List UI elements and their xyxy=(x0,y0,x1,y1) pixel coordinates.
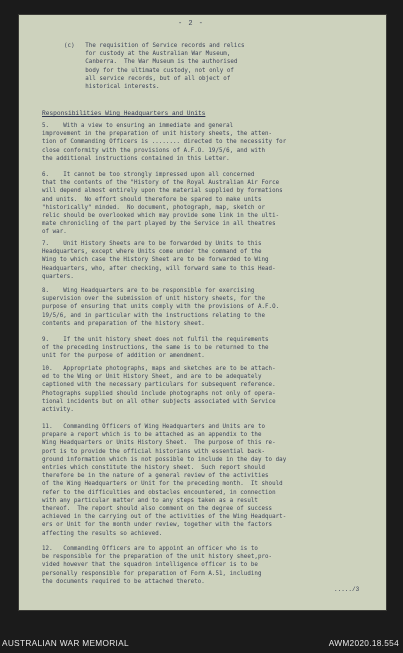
paragraph-9: 9. If the unit history sheet does not fulfil the requirements of the preceding instructions, the same is to be returned to the unit for the purpose of addition or amendment. xyxy=(42,337,269,360)
document-page xyxy=(18,14,387,611)
section-heading: Responsibilities Wing Headquarters and Units xyxy=(42,110,206,117)
paragraph-8: 8. Wing Headquarters are to be responsible for exercising supervision over the submission of unit history sheets, for the purpose of ensuring that units comply with the provisions of A.F.O. 19/5/6, and in particular with the instructions relating to the contents and preparation of the history sheet. xyxy=(42,288,280,327)
paragraph-5: 5. With a view to ensuring an immediate and general improvement in the preparation of unit history sheets, the atten- tion of Commanding Officers is ........ directed to the necessity for close conformity with the provisions of A.F.O. 19/5/6, and with the additional instructions contained in this Letter. xyxy=(42,123,287,162)
paragraph-12: 12. Commanding Officers are to appoint an officer who is to be responsible for the preparation of the unit history sheet,pro- vided however that the squadron intelligence officer is to be personally responsible for preparation of Form A.51, including the documents required to be attached thereto. xyxy=(42,546,273,585)
paragraph-c: (c) The requisition of Service records and relics for custody at the Australian War Museum, Canberra. The War Museum is the authorised body for the ultimate custody, not only of all service records, but of all object of historical interests. xyxy=(64,43,245,91)
source-label: AUSTRALIAN WAR MEMORIAL xyxy=(2,638,129,648)
paragraph-7: 7. Unit History Sheets are to be forwarded by Units to this Headquarters, except where Units come under the command of the Wing to which case the History Sheet are to be forwarded to Wing Headquarters, who, after checking, will forward same to this Head- quarters. xyxy=(42,241,276,280)
footer-bar xyxy=(0,611,403,653)
paragraph-6: 6. It cannot be too strongly impressed upon all concerned that the contents of the "History of the Royal Australian Air Force will depend almost entirely upon the material supplied by formations and units. No effort should therefore be spared to make units "historically" minded. No document, photograph, map, sketch or relic should be overlooked which may provide some link in the ulti- mate chronicling of the part played by the Service in all theatres of war. xyxy=(42,172,283,236)
paragraph-11: 11. Commanding Officers of Wing Headquarters and Units are to prepare a report which is to be attached as an appendix to the Wing Headquarters or Units History Sheet. The purpose of this re- port is to provide the official historians with essential back- ground information which is not possible to include in the day to day entries which constitute the history sheet. Such report should therefore be in the nature of a general review of the activities of the Wing Headquarters or Unit for the preceding month. It should refer to the difficulties and obstacles encountered, in connection with any particular matter and to any steps taken as a result thereof. The report should also comment on the degree of success achieved in the carrying out of the activities of the Wing Headquart- ers or Unit for the month under review, together with the factors affecting the results so achieved. xyxy=(42,424,287,537)
continuation-mark: ...../3 xyxy=(334,586,360,593)
paragraph-10: 10. Appropriate photographs, maps and sketches are to be attach- ed to the Wing or Unit History Sheet, and are to be adequately captioned with the necessary particulars for subsequent reference. Photographs supplied should include photographs not only of opera- tional incidents but on all other subjects associated with Service activity. xyxy=(42,366,276,414)
page-number: - 2 - xyxy=(178,20,205,28)
reference-label: AWM2020.18.554 xyxy=(328,638,399,648)
